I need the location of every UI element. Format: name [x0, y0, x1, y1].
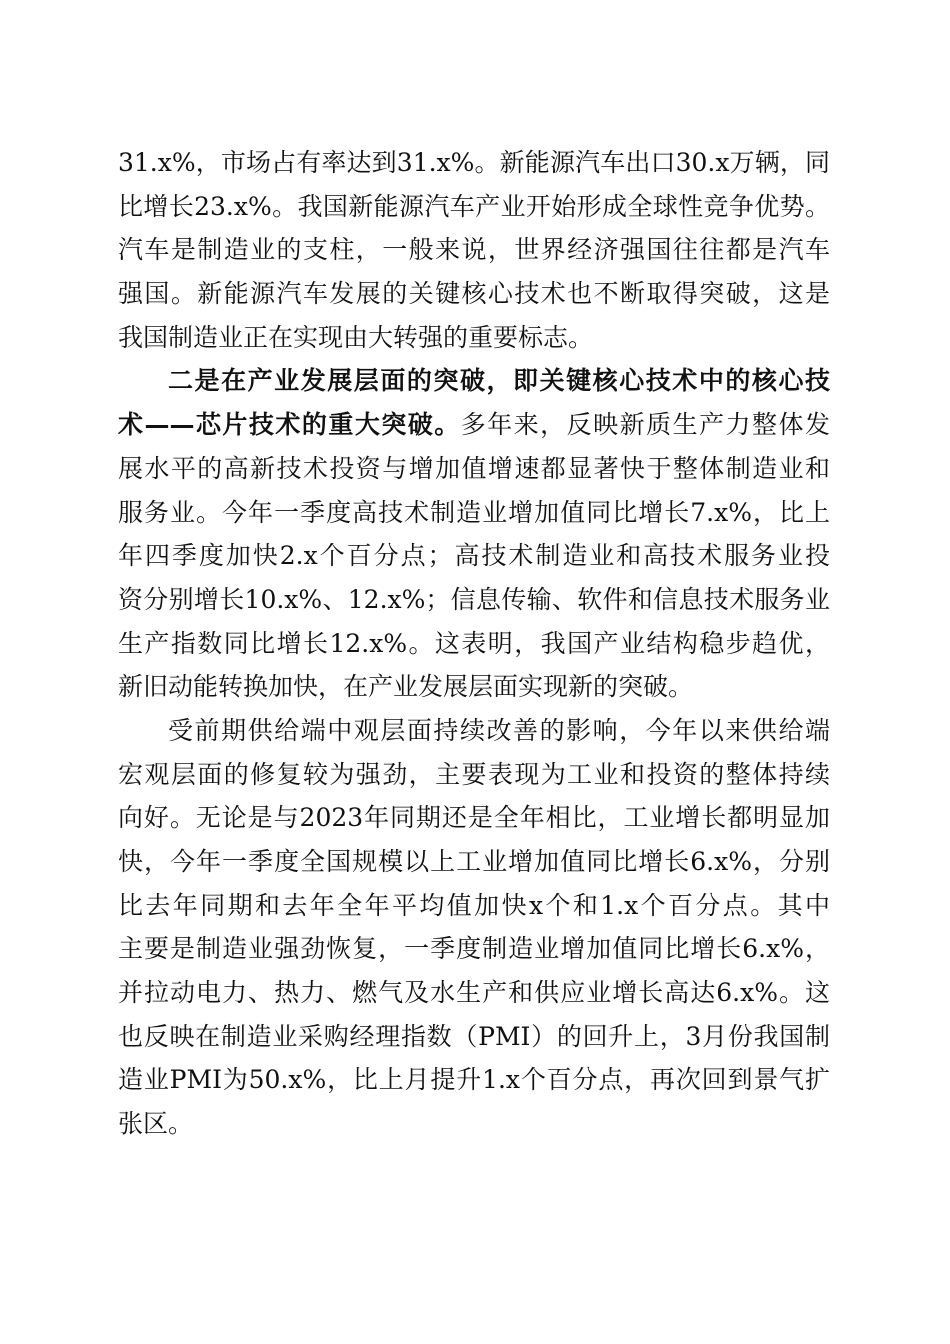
paragraph-1	[118, 141, 830, 359]
text-line: 并拉动电力、热力、燃气及水生产和供应业增长高达6.x%。这	[118, 978, 830, 1008]
text-line: 比增长23.x%。我国新能源汽车产业开始形成全球性竞争优势。	[118, 191, 830, 221]
text-line	[118, 403, 830, 447]
text-line: 汽车是制造业的支柱，一般来说，世界经济强国往往都是汽车	[118, 235, 830, 265]
paragraph-2	[118, 359, 830, 709]
bold-heading-text: 二是在产业发展层面的突破，即关键核心技术中的核心技	[168, 366, 830, 396]
paragraph-3	[118, 709, 830, 1146]
text-line: 服务业。今年一季度高技术制造业增加值同比增长7.x%，比上	[118, 497, 830, 527]
text-line: 生产指数同比增长12.x%。这表明，我国产业结构稳步趋优，	[118, 628, 830, 658]
text-line	[118, 359, 830, 403]
text-line: 受前期供给端中观层面持续改善的影响，今年以来供给端	[168, 715, 830, 745]
text-line: 我国制造业正在实现由大转强的重要标志。	[118, 322, 594, 352]
text-line: 向好。无论是与2023年同期还是全年相比，工业增长都明显加	[118, 803, 830, 833]
text-line: 也反映在制造业采购经理指数（PMI）的回升上，3月份我国制	[118, 1021, 830, 1051]
text-line: 年四季度加快2.x个百分点；高技术制造业和高技术服务业投	[118, 541, 830, 571]
text-line: 张区。	[118, 1109, 194, 1139]
text-line: 主要是制造业强劲恢复，一季度制造业增加值同比增长6.x%，	[118, 934, 830, 964]
text-line: 宏观层面的修复较为强劲，主要表现为工业和投资的整体持续	[118, 759, 830, 789]
bold-heading-text: 术——芯片技术的重大突破。	[118, 410, 461, 440]
text-line: 31.x%，市场占有率达到31.x%。新能源汽车出口30.x万辆，同	[118, 148, 830, 177]
body-text: 多年来，反映新质生产力整体发	[460, 410, 830, 440]
document-page	[118, 141, 830, 1146]
text-line: 强国。新能源汽车发展的关键核心技术也不断取得突破，这是	[118, 279, 830, 309]
text-line: 比去年同期和去年全年平均值加快x个和1.x个百分点。其中	[118, 890, 830, 920]
text-line: 展水平的高新技术投资与增加值增速都显著快于整体制造业和	[118, 453, 830, 483]
text-line: 造业PMI为50.x%，比上月提升1.x个百分点，再次回到景气扩	[118, 1065, 830, 1095]
text-line: 快，今年一季度全国规模以上工业增加值同比增长6.x%，分别	[118, 847, 830, 876]
text-line: 新旧动能转换加快，在产业发展层面实现新的突破。	[118, 672, 694, 702]
text-line: 资分别增长10.x%、12.x%；信息传输、软件和信息技术服务业	[118, 584, 830, 614]
